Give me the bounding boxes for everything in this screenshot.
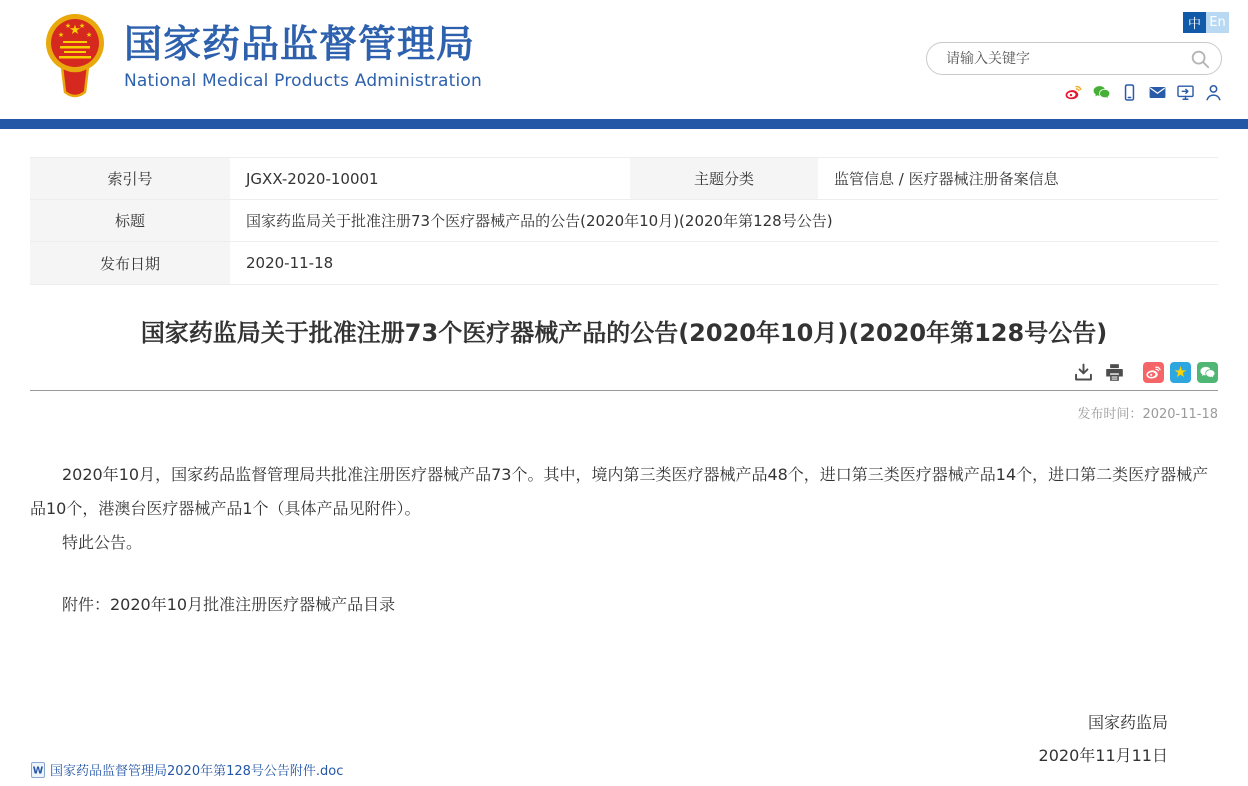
header-quick-links [1064, 83, 1223, 102]
svg-text:★: ★ [78, 22, 86, 30]
print-icon[interactable] [1104, 362, 1125, 383]
signature-org: 国家药监局 [1087, 713, 1168, 732]
svg-text:★: ★ [57, 31, 65, 39]
monitor-icon[interactable] [1176, 83, 1195, 102]
search-box [926, 42, 1222, 75]
site-name-chinese: 国家药品监督管理局 [124, 22, 476, 66]
meta-value-index: JGXX-2020-10001 [230, 158, 630, 199]
table-row [30, 158, 1218, 200]
download-icon[interactable] [1073, 362, 1094, 383]
header-divider-bar [0, 119, 1248, 129]
table-row [30, 200, 1218, 242]
meta-value-title: 国家药监局关于批准注册73个医疗器械产品的公告(2020年10月)(2020年第128号公告) [230, 200, 1218, 241]
search-input[interactable] [944, 50, 1189, 68]
table-row [30, 242, 1218, 284]
main-content [0, 157, 1248, 772]
article-paragraph: 特此公告。 [62, 533, 143, 552]
article-body [30, 458, 1218, 560]
word-doc-icon[interactable] [30, 762, 46, 778]
publish-time-label: 发布时间： [1077, 407, 1143, 422]
meta-label-title: 标题 [30, 200, 230, 241]
national-emblem-logo[interactable] [45, 10, 105, 102]
page-title: 国家药监局关于批准注册73个医疗器械产品的公告(2020年10月)(2020年第128号公告) [140, 319, 1108, 347]
attachment-doc-link[interactable]: 国家药品监督管理局2020年第128号公告附件.doc [50, 764, 344, 779]
signature-date: 2020年11月11日 [1038, 746, 1168, 765]
meta-label-category: 主题分类 [630, 158, 818, 199]
lang-english-button[interactable]: En [1206, 12, 1229, 33]
svg-text:★: ★ [64, 22, 72, 30]
share-toolbar [30, 362, 1218, 391]
wechat-share-badge[interactable] [1197, 362, 1218, 383]
site-name-english: National Medical Products Administration [124, 70, 482, 91]
site-brand[interactable] [124, 24, 482, 91]
lang-chinese-button[interactable]: 中 [1183, 12, 1206, 33]
search-icon[interactable] [1189, 48, 1211, 70]
attachment-download-row [30, 760, 343, 779]
user-icon[interactable] [1204, 83, 1223, 102]
article-paragraph: 2020年10月，国家药品监督管理局共批准注册医疗器械产品73个。其中，境内第三类医疗器械产品48个，进口第三类医疗器械产品14个，进口第二类医疗器械产品10个，港澳台医疗器械产品1个（具体产品见附件）。 [30, 465, 1209, 518]
language-toggle [1183, 12, 1229, 33]
publish-time [30, 403, 1218, 422]
meta-label-pubdate: 发布日期 [30, 242, 230, 284]
weibo-icon[interactable] [1064, 83, 1083, 102]
svg-text:★: ★ [85, 31, 93, 39]
site-header [0, 0, 1248, 119]
meta-label-index: 索引号 [30, 158, 230, 199]
wechat-icon[interactable] [1092, 83, 1111, 102]
publish-time-value: 2020-11-18 [1142, 407, 1218, 422]
qzone-share-badge[interactable] [1170, 362, 1191, 383]
meta-value-pubdate: 2020-11-18 [230, 242, 1218, 284]
mail-icon[interactable] [1148, 83, 1167, 102]
meta-value-category: 监管信息 / 医疗器械注册备案信息 [818, 158, 1218, 199]
attachment-reference: 附件：2020年10月批准注册医疗器械产品目录 [62, 595, 396, 614]
mobile-icon[interactable] [1120, 83, 1139, 102]
svg-text:★: ★ [69, 23, 81, 38]
star-icon: ★ [1173, 363, 1188, 381]
national-emblem-icon [45, 10, 105, 102]
document-meta-table [30, 157, 1218, 285]
weibo-share-badge[interactable] [1143, 362, 1164, 383]
svg-text:W: W [32, 765, 44, 776]
